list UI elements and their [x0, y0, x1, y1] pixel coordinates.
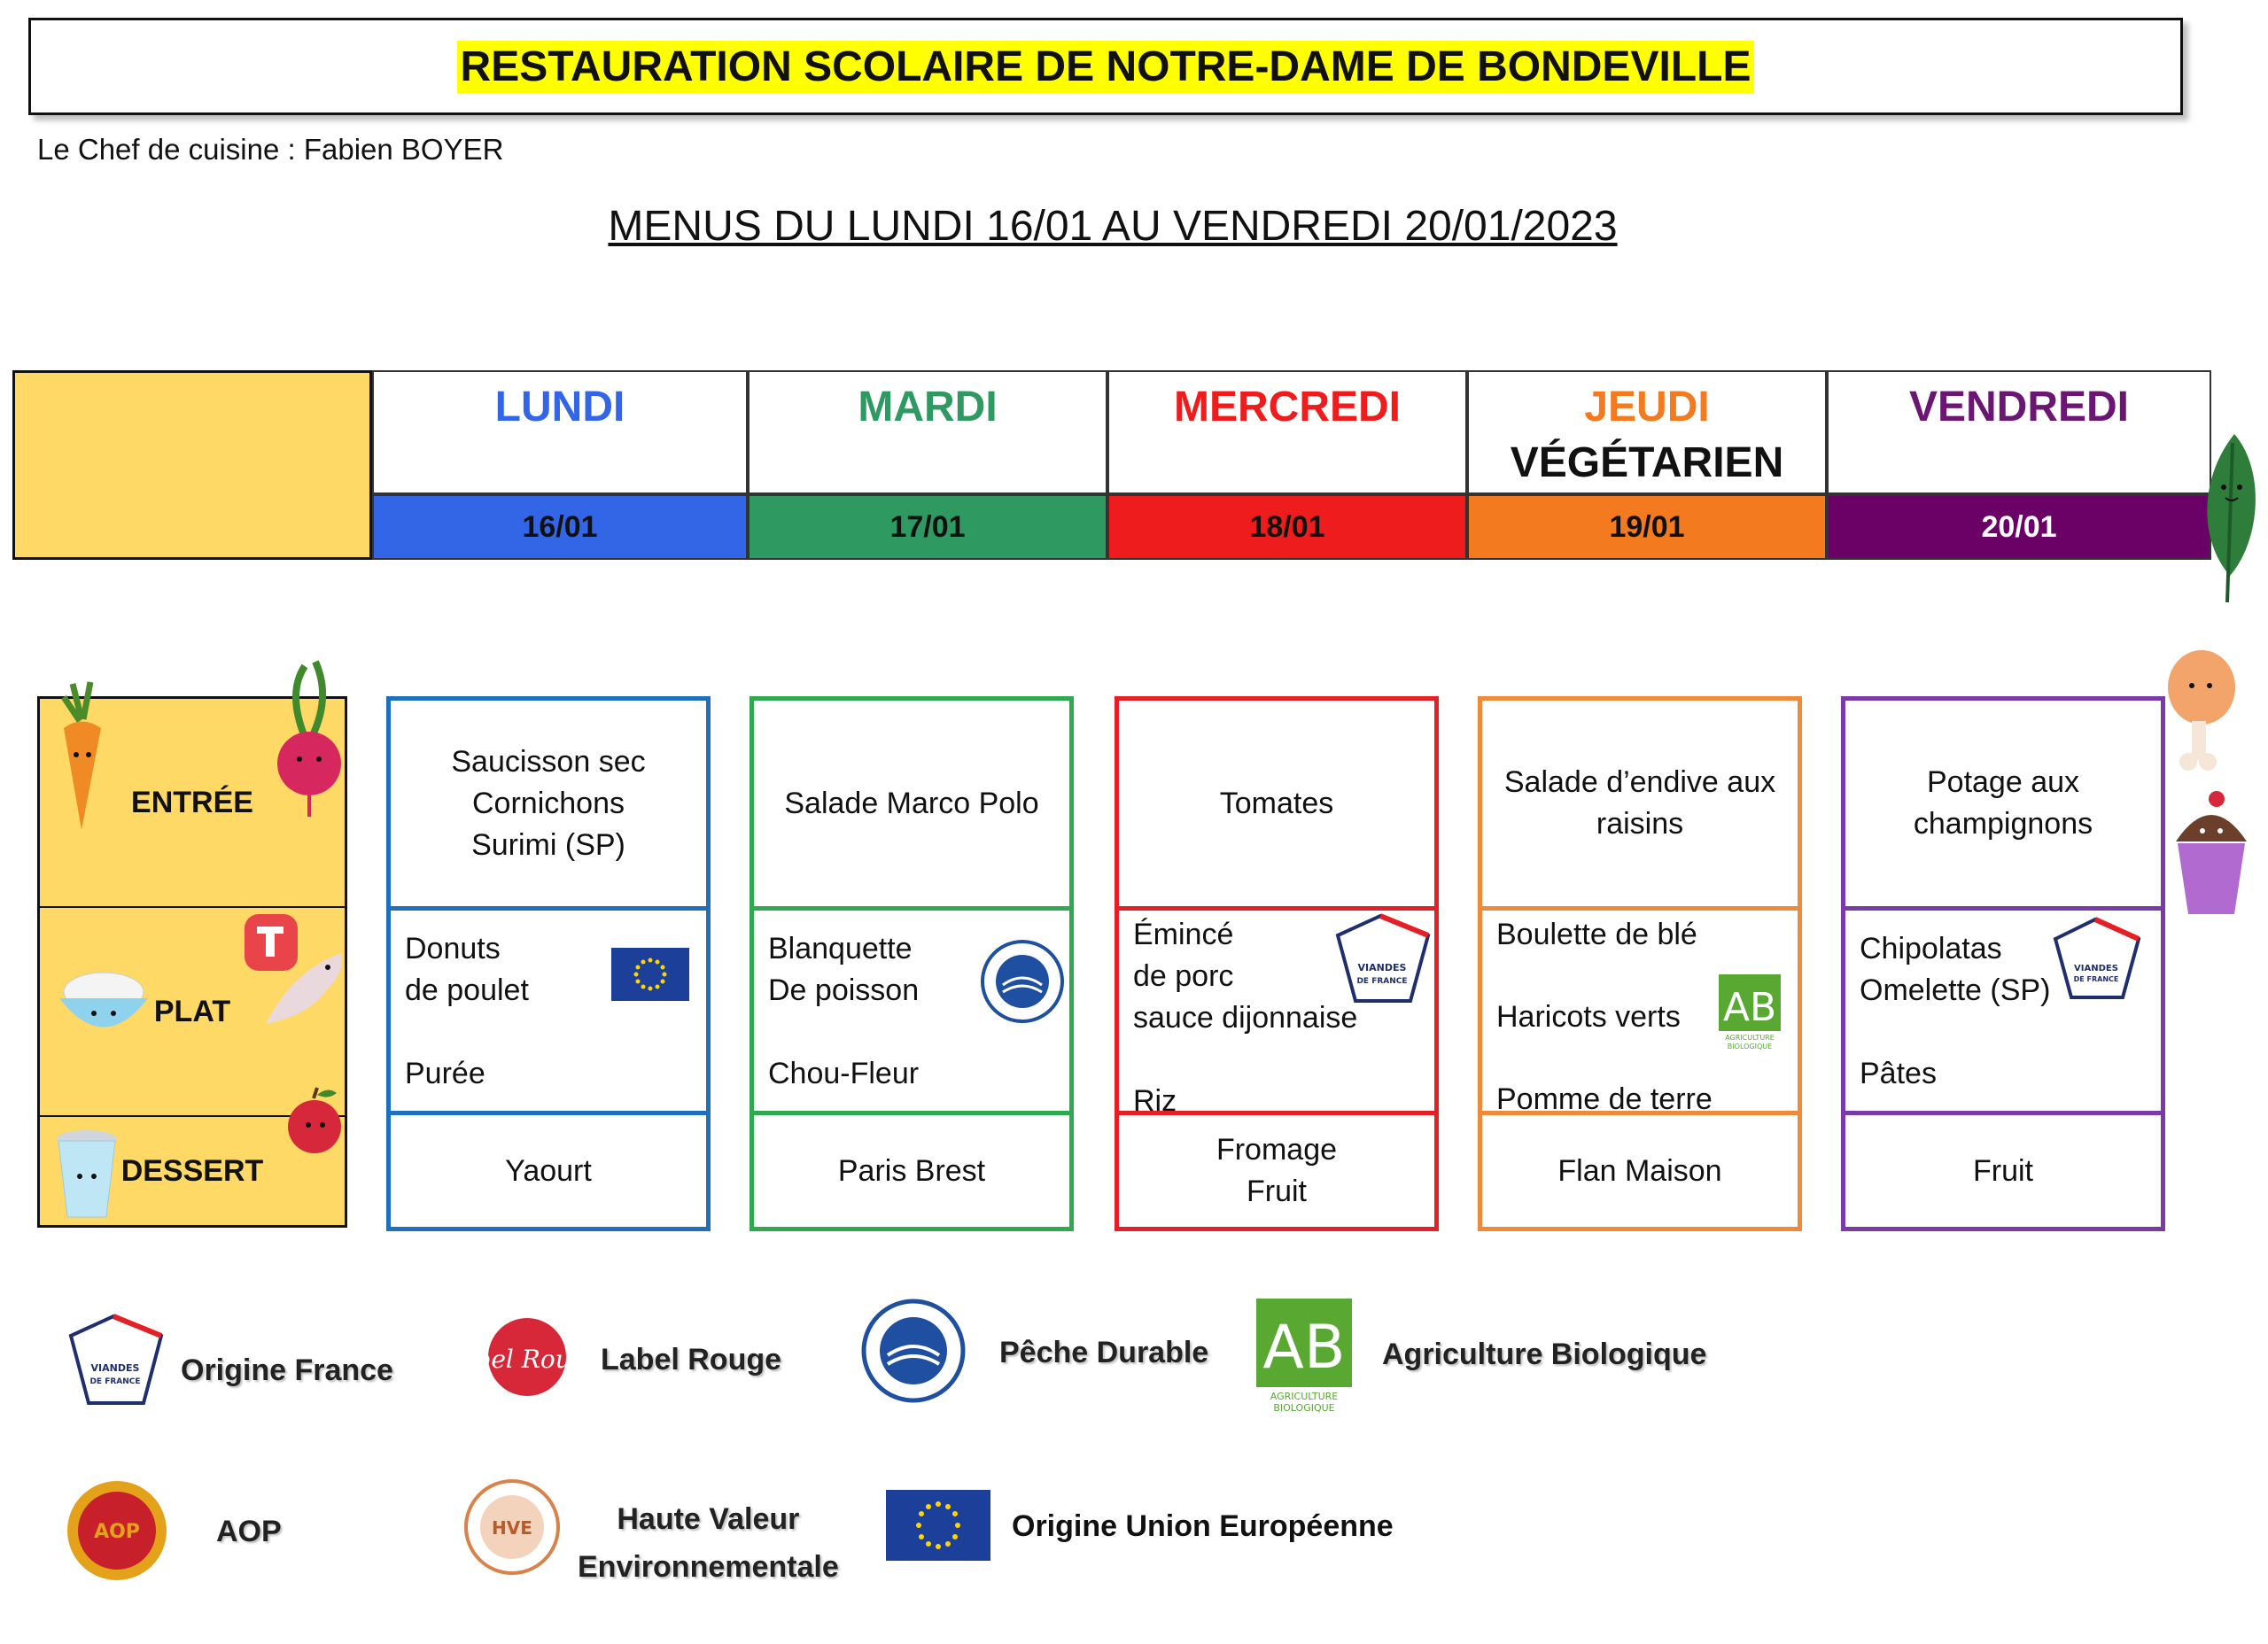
- week-title: MENUS DU LUNDI 16/01 AU VENDREDI 20/01/2023: [608, 203, 1618, 250]
- entree-mercredi: Tomates: [1219, 786, 1334, 820]
- viandes-de-france-badge-vendredi: [2047, 912, 2144, 1001]
- legend-origine-ue: Origine Union Européenne: [1012, 1509, 1394, 1543]
- date-jeudi: 19/01: [1467, 494, 1827, 560]
- legend-aop: AOP: [216, 1515, 282, 1548]
- cupcake-icon: [2167, 788, 2256, 921]
- svg-text:AGRICULTURE: AGRICULTURE: [1725, 1034, 1775, 1042]
- carrot-icon: [46, 675, 117, 834]
- svg-text:VIANDES: VIANDES: [2074, 964, 2118, 973]
- plat-mardi: Blanquette De poisson Chou-Fleur: [754, 906, 1069, 1115]
- label-rouge-logo: [452, 1313, 602, 1401]
- svg-text:AGRICULTURE: AGRICULTURE: [1270, 1391, 1339, 1402]
- date-lundi: 16/01: [372, 494, 748, 560]
- dessert-vendredi: Fruit: [1973, 1153, 2033, 1188]
- svg-text:label Rouge: label Rouge: [452, 1345, 602, 1374]
- agriculture-bio-logo: [1256, 1299, 1352, 1414]
- vegetarian-label: VÉGÉTARIEN: [1510, 439, 1784, 486]
- svg-text:DE FRANCE: DE FRANCE: [2073, 975, 2119, 983]
- eu-flag-legend-icon: [886, 1490, 990, 1561]
- entree-lundi: Saucisson sec Cornichons Surimi (SP): [451, 744, 646, 862]
- day-header-vendredi: VENDREDI: [1827, 370, 2211, 494]
- day-header-lundi: LUNDI: [372, 370, 748, 494]
- svg-text:HVE: HVE: [492, 1517, 532, 1539]
- svg-text:AB: AB: [1262, 1313, 1346, 1383]
- legend-hve: Haute Valeur Environnementale: [578, 1502, 839, 1584]
- legend-agriculture-bio: Agriculture Biologique: [1382, 1338, 1707, 1371]
- svg-text:VIANDES: VIANDES: [90, 1362, 140, 1374]
- entree-mardi: Salade Marco Polo: [784, 786, 1039, 820]
- day-header-jeudi: JEUDI VÉGÉTARIEN: [1467, 370, 1827, 494]
- dessert-mardi: Paris Brest: [837, 1153, 986, 1188]
- label-plat: PLAT: [40, 908, 345, 1117]
- entree-jeudi: Salade d’endive aux raisins: [1503, 765, 1776, 841]
- plat-vendredi: Chipolatas Omelette (SP) Pâtes: [1845, 906, 2161, 1115]
- date-vendredi: 20/01: [1827, 494, 2211, 560]
- svg-text:AOP: AOP: [94, 1521, 140, 1543]
- svg-text:DE FRANCE: DE FRANCE: [1356, 977, 1408, 986]
- date-mercredi: 18/01: [1107, 494, 1467, 560]
- plat-lundi: Donuts de poulet Purée: [391, 906, 706, 1115]
- svg-text:VIANDES: VIANDES: [1357, 962, 1407, 973]
- day-header-mercredi: MERCREDI: [1107, 370, 1467, 494]
- svg-text:AB: AB: [1722, 985, 1777, 1030]
- svg-text:BIOLOGIQUE: BIOLOGIQUE: [1273, 1402, 1335, 1414]
- apple-icon: [284, 1086, 346, 1157]
- plat-mercredi: Émincé de porc sauce dijonnaise Riz: [1119, 906, 1434, 1115]
- plat-jeudi: Boulette de blé Haricots verts Pomme de terre: [1482, 906, 1798, 1115]
- page-title: RESTAURATION SCOLAIRE DE NOTRE-DAME DE BONDEVILLE: [457, 41, 1755, 93]
- date-mardi: 17/01: [748, 494, 1107, 560]
- svg-text:DE FRANCE: DE FRANCE: [89, 1377, 141, 1386]
- radish-icon: [269, 657, 349, 817]
- legend-origine-france: Origine France: [181, 1353, 393, 1387]
- peche-durable-badge: [980, 939, 1065, 1024]
- origine-france-logo: [64, 1311, 168, 1408]
- yogurt-icon: [51, 1125, 122, 1222]
- header-corner-cell: [12, 370, 372, 560]
- aop-logo: [64, 1477, 170, 1584]
- eu-flag-icon: [611, 948, 689, 1001]
- chicken-leg-icon: [2162, 645, 2241, 778]
- label-entree: ENTRÉE: [40, 699, 345, 908]
- chef-credit: Le Chef de cuisine : Fabien BOYER: [37, 133, 504, 166]
- ab-badge: [1719, 974, 1781, 1051]
- dessert-jeudi: Flan Maison: [1557, 1153, 1722, 1188]
- label-dessert: DESSERT: [120, 1153, 264, 1188]
- peche-durable-logo: [861, 1295, 966, 1407]
- rice-bowl-icon: [55, 967, 152, 1038]
- hve-logo: [462, 1477, 562, 1577]
- entree-vendredi: Potage aux champignons: [1913, 765, 2093, 841]
- day-header-mardi: MARDI: [748, 370, 1107, 494]
- menu-column-jeudi: [1478, 696, 1802, 1231]
- leaf-icon: [2181, 425, 2263, 611]
- legend-label-rouge: Label Rouge: [601, 1343, 782, 1376]
- svg-text:BIOLOGIQUE: BIOLOGIQUE: [1727, 1043, 1773, 1051]
- legend-peche-durable: Pêche Durable: [999, 1336, 1209, 1369]
- dessert-lundi: Yaourt: [505, 1153, 592, 1188]
- fish-icon: [257, 944, 354, 1033]
- viandes-de-france-badge: [1329, 909, 1433, 1006]
- dessert-mercredi: Fromage Fruit: [1216, 1133, 1338, 1208]
- title-banner: [28, 18, 2183, 115]
